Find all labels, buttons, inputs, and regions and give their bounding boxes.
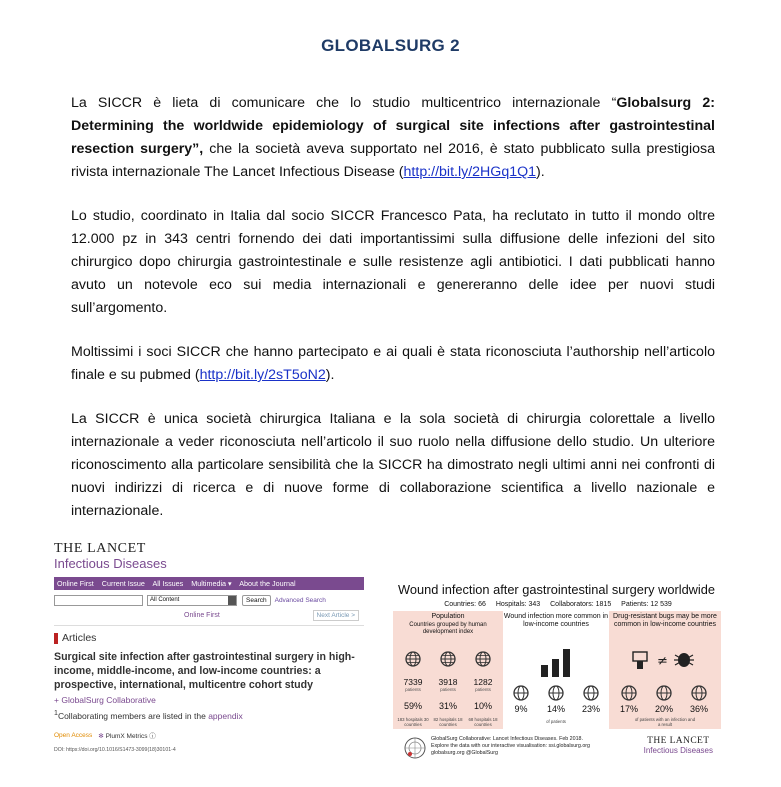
infographic-title: Wound infection after gastrointestinal surgery worldwide — [398, 582, 716, 597]
svg-text:≠: ≠ — [657, 654, 668, 669]
doi-line: DOI: https://doi.org/10.1016/S1473-3099(18)30101-4 — [54, 746, 176, 753]
infographic-footer — [403, 736, 723, 766]
article-body — [71, 92, 715, 544]
population-percent: 31% — [438, 701, 457, 711]
footer-text: GlobalSurg Collaborative: Lancet Infectious Diseases. Feb 2018. Explore the data with our interactive visualisation: ssi.globalsurg.org globalsurg.org @GlobalSurg — [431, 736, 590, 756]
infection-percent: 14% — [546, 704, 565, 714]
drug-resistance-heading: Drug-resistant bugs may be more common in low-income countries — [613, 613, 717, 628]
population-percent: 10% — [473, 701, 492, 711]
globe-icon — [405, 651, 421, 667]
content-select[interactable]: All Content — [147, 595, 237, 606]
drug-resistance-panel — [609, 611, 721, 729]
plumx-icon: ✻ — [98, 732, 104, 740]
section-marker — [54, 633, 58, 644]
open-access-badge: Open Access — [54, 731, 93, 739]
patients-count: 7339 patients — [403, 677, 423, 692]
collaborative-author[interactable]: + GlobalSurg Collaborative — [54, 695, 156, 705]
search-row — [54, 593, 364, 607]
nav-online-first[interactable]: Online First — [57, 579, 94, 588]
hospital-count-note: 82 hospitals 18 countries — [433, 717, 463, 727]
globe-icon — [440, 651, 456, 667]
bar-chart-icon — [538, 647, 574, 677]
next-article-button[interactable]: Next Article > — [313, 610, 359, 621]
infographic-panels — [393, 611, 723, 729]
plumx-metrics[interactable]: ✻ PlumX Metrics ⓘ — [98, 732, 156, 740]
journal-nav — [54, 577, 364, 590]
nav-all-issues[interactable]: All Issues — [152, 579, 184, 588]
population-percent: 59% — [403, 701, 422, 711]
footer-lancet-logo: THE LANCET Infectious Diseases — [643, 736, 713, 755]
population-subheading: Countries grouped by human development index — [409, 622, 487, 635]
population-heading: Population — [431, 613, 465, 620]
globe-icon — [513, 685, 529, 701]
wound-infection-panel — [503, 611, 609, 729]
globe-icon — [621, 685, 637, 701]
globe-icon — [475, 651, 491, 667]
resistance-percent: 17% — [619, 704, 638, 714]
appendix-link[interactable]: appendix — [208, 710, 243, 721]
population-panel — [393, 611, 503, 729]
article-meta — [54, 731, 364, 740]
paragraph-2: Lo studio, coordinato in Italia dal socio SICCR Francesco Pata, ha reclutato in tutto il mondo oltre 12.000 pz in 343 centri fornendo dei dati importantissimi sulla diffusione delle infezioni del sito chirurgico dopo chirurgia gastrointestinale e sulle resistenze agli antibiotici. I dati pubblicati hanno avuto un notevole eco sui media internazionali e genereranno delle idee per nuovi studi sull’argomento. — [71, 208, 715, 316]
infographic — [393, 582, 723, 766]
study-title: Globalsurg 2: Determining the worldwide epidemiology of surgical site infections after gastrointestinal resection surgery”, — [71, 95, 715, 157]
wound-infection-heading: Wound infection more common in low-income countries — [503, 613, 609, 628]
patients-count: 3918 patients — [438, 677, 458, 692]
globe-icon — [548, 685, 564, 701]
patients-count: 1282 patients — [473, 677, 493, 692]
resistance-note: of patients with an infection and a result — [634, 717, 696, 727]
chevron-down-icon — [228, 596, 236, 605]
globe-icon — [656, 685, 672, 701]
lancet-article-screenshot — [54, 541, 364, 767]
lancet-logo-sub: Infectious Diseases — [54, 556, 167, 571]
paragraph-3: Moltissimi i soci SICCR che hanno partecipato e ai quali è stata riconosciuta l’authorship nell’articolo finale e su pubmed (http://bit.ly/2sT5oN2). — [71, 344, 715, 383]
nav-about[interactable]: About the Journal — [239, 579, 296, 588]
online-first-label: Online First — [184, 612, 220, 619]
globalsurg-logo-icon — [403, 736, 427, 760]
search-input[interactable] — [54, 595, 143, 606]
pills-not-equal-bug-icon — [629, 649, 699, 671]
globe-icon — [583, 685, 599, 701]
help-icon: ⓘ — [149, 732, 156, 740]
nav-current-issue[interactable]: Current Issue — [101, 579, 145, 588]
resistance-percent: 36% — [689, 704, 708, 714]
plus-icon: + — [54, 695, 59, 705]
infection-percent: 9% — [514, 704, 528, 714]
hospital-count-note: 183 hospitals 30 countries — [397, 717, 429, 727]
articles-section: Articles — [54, 632, 364, 644]
infection-note: of patients — [546, 719, 566, 724]
article-title: Surgical site infection after gastrointestinal surgery in high-income, middle-income, and low-income countries: a prospective, international, multicentre cohort study — [54, 651, 355, 691]
hospital-count-note: 68 hospitals 18 countries — [468, 717, 498, 727]
collaborators-note: $^1$Collaborating members are listed in the appendix — [54, 709, 243, 721]
lancet-link[interactable]: http://bit.ly/2HGq1Q1 — [403, 164, 537, 180]
paragraph-4: La SICCR è unica società chirurgica Italiana e la sola società di chirurgia colorettale a livello internazionale a veder riconosciuta nell’articolo il suo ruolo nella diffusione dello studio. Un ulteriore riconoscimento alla particolare sensibilità che la SICCR ha dimostrato negli ultimi anni nei confronti di nuovi indirizzi di ricerca e di nuove forme di collaborazione scientifica a livello nazionale e internazionale. — [71, 411, 715, 519]
infographic-stats: Countries: 66 Hospitals: 343 Collaborators: 1815 Patients: 12 539 — [444, 601, 672, 608]
paragraph-1: La SICCR è lieta di comunicare che lo studio multicentrico internazionale “Globalsurg 2: Determining the worldwide epidemiology of surgical site infections after gastrointestinal resection surgery”, che la società aveva supportato nel 2016, è stato pubblicato sulla prestigiosa rivista internazionale The Lancet Infectious Disease (http://bit.ly/2HGq1Q1). — [71, 95, 715, 180]
infection-percent: 23% — [581, 704, 600, 714]
globe-icon — [691, 685, 707, 701]
advanced-search-link[interactable]: Advanced Search — [274, 596, 326, 604]
pubmed-link[interactable]: http://bit.ly/2sT5oN2 — [199, 367, 326, 383]
lancet-logo: THE LANCET — [54, 541, 146, 556]
search-button[interactable]: Search — [242, 595, 271, 606]
resistance-percent: 20% — [654, 704, 673, 714]
nav-multimedia[interactable]: Multimedia ▾ — [191, 579, 232, 588]
page-title: GLOBALSURG 2 — [321, 36, 460, 55]
online-first-row — [54, 609, 364, 626]
